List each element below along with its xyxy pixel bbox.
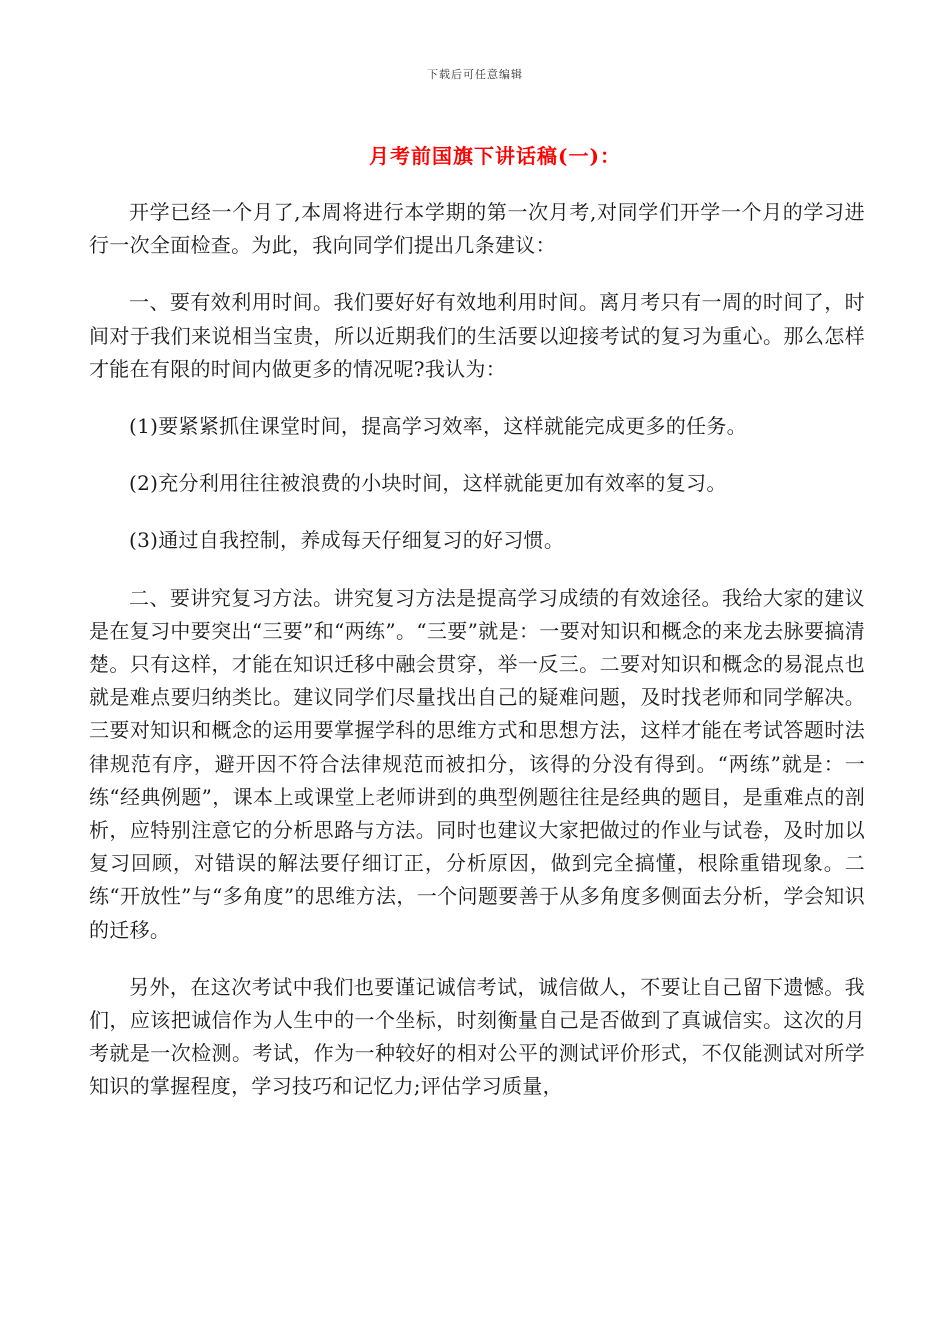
point-one-paragraph: 一、要有效利用时间。我们要好好有效地利用时间。离月考只有一周的时间了，时间对于我们来说相当宝贵，所以近期我们的生活要以迎接考试的复习为重心。那么怎样才能在有限的时间内做更多的情况呢?我认为： bbox=[89, 290, 865, 381]
sub-point-2-paragraph: (2)充分利用往往被浪费的小块时间，这样就能更加有效率的复习。 bbox=[129, 471, 727, 496]
sub-point-3-paragraph: (3)通过自我控制，养成每天仔细复习的好习惯。 bbox=[129, 528, 565, 553]
document-body bbox=[89, 196, 865, 1104]
sub-point-1-paragraph: (1)要紧紧抓住课堂时间，提高学习效率，这样就能完成更多的任务。 bbox=[129, 414, 747, 439]
point-two-paragraph: 二、要讲究复习方法。讲究复习方法是提高学习成绩的有效途径。我给大家的建议是在复习中要突出“三要”和“两练”。“三要”就是：一要对知识和概念的来龙去脉要搞清楚。只有这样，才能在知识迁移中融会贯穿，举一反三。二要对知识和概念的易混点也就是难点要归纳类比。建议同学们尽量找出自己的疑难问题，及时找老师和同学解决。三要对知识和概念的运用要掌握学科的思维方式和思想方法，这样才能在考试答题时法律规范有序，避开因不符合法律规范而被扣分，该得的分没有得到。“两练”就是：一练“经典例题”，课本上或课堂上老师讲到的典型例题往往是经典的题目，是重难点的剖析，应特别注意它的分析思路与方法。同时也建议大家把做过的作业与试卷，及时加以复习回顾，对错误的解法要仔细订正，分析原因，做到完全搞懂，根除重错现象。二练“开放性”与“多角度”的思维方法，一个问题要善于从多角度多侧面去分析，学会知识的迁移。 bbox=[89, 585, 865, 942]
intro-paragraph: 开学已经一个月了,本周将进行本学期的第一次月考,对同学们开学一个月的学习进行一次全面检查。为此，我向同学们提出几条建议： bbox=[89, 200, 865, 258]
header-note: 下载后可任意编辑 bbox=[427, 68, 523, 81]
integrity-paragraph: 另外，在这次考试中我们也要谨记诚信考试，诚信做人，不要让自己留下遗憾。我们，应该把诚信作为人生中的一个坐标，时刻衡量自己是否做到了真诚信实。这次的月考就是一次检测。考试，作为一种较好的相对公平的测试评价形式，不仅能测试对所学知识的掌握程度，学习技巧和记忆力;评估学习质量， bbox=[89, 974, 865, 1099]
document-title: 月考前国旗下讲话稿(一)： bbox=[369, 144, 621, 168]
